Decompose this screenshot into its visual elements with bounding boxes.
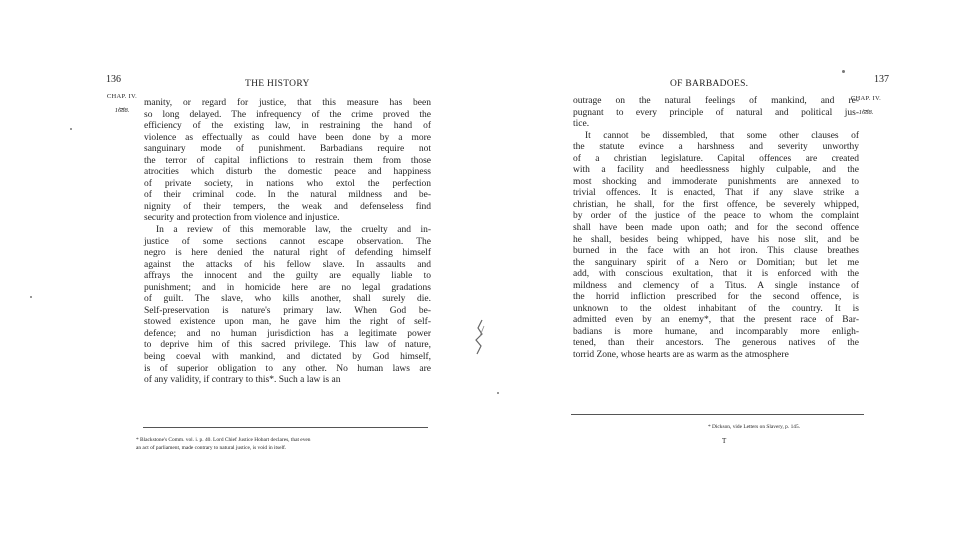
right-page xyxy=(490,0,980,554)
text-line: admitted even by an enemy*, that the present race of Bar- xyxy=(573,315,859,326)
text-line: shall have been made upon oath; and for the second offence xyxy=(573,223,859,234)
brace-icon: ⏟ xyxy=(863,101,869,111)
footnote-line: * Blackstone's Comm. vol. i. p. 40. Lord Chief Justice Hobart declares, that even xyxy=(136,437,311,443)
text-line: pugnant to every principle of natural and political jus- xyxy=(573,107,859,118)
text-line: negro is here denied the natural right of defending himself xyxy=(144,248,431,259)
text-line: of their criminal code. In the natural mildness and be- xyxy=(144,190,431,201)
right-margin-year: 1688. xyxy=(858,109,874,116)
right-footnote-rule xyxy=(571,414,864,415)
text-line: the horrid infliction prescribed for the second offence, is xyxy=(573,292,859,303)
text-line: of private society, in nations who extol the perfection xyxy=(144,178,431,189)
text-line: add, with conscious exultation, that it is enforced with the xyxy=(573,269,859,280)
text-line: of a christian legislature. Capital offences are created xyxy=(573,153,859,164)
left-running-head: THE HISTORY xyxy=(245,79,310,89)
left-margin-year: 1688. xyxy=(114,107,130,114)
left-page-number: 136 xyxy=(106,74,121,85)
text-line: justice of some sections cannot escape observation. The xyxy=(144,236,431,247)
text-line: outrage on the natural feelings of mankind, and re- xyxy=(573,96,859,106)
text-line: manity, or regard for justice, that this measure has been xyxy=(144,98,431,108)
text-line: christian, he shall, for the first offence, be severely whipped, xyxy=(573,199,859,210)
right-margin-chapter: CHAP. IV. xyxy=(850,95,882,102)
left-margin-note xyxy=(103,93,141,115)
binding-thread-icon xyxy=(470,318,492,358)
footnote-line: * Dickson, vide Letters on Slavery, p. 145. xyxy=(707,424,801,430)
left-margin-chapter: CHAP. IV. xyxy=(106,93,138,100)
text-line: being coeval with mankind, and dictated by God himself, xyxy=(144,352,431,363)
text-line: by order of the justice of the peace to whom the complaint xyxy=(573,211,859,222)
text-line: burned in the face with an hot iron. This clause breathes xyxy=(573,246,859,257)
text-line: atrocities which disturb the domestic peace and happiness xyxy=(144,167,431,178)
text-line: tice. xyxy=(573,119,590,130)
text-line: unknown to the oldest inhabitant of the country. It is xyxy=(573,303,859,314)
text-line: most shocking and immoderate punishments are annexed to xyxy=(573,176,859,187)
right-running-head: OF BARBADOES. xyxy=(670,79,749,89)
text-line: of guilt. The slave, who kills another, shall surely die. xyxy=(144,294,431,305)
paper-speck xyxy=(70,128,72,130)
left-footnote-rule xyxy=(143,427,428,428)
footnote-line: an act of parliament, made contrary to natural justice, is void in itself. xyxy=(136,445,287,451)
text-line: is of superior obligation to any other. No human laws are xyxy=(144,363,431,374)
text-line: with a facility and heedlessness highly culpable, and the xyxy=(573,165,859,176)
paper-speck xyxy=(497,392,499,394)
signature-mark: T xyxy=(722,437,727,445)
text-line: nignity of their tempers, the weak and defenseless find xyxy=(144,201,431,212)
text-line: sanguinary mode of punishment. Barbadians require not xyxy=(144,144,431,155)
left-footnote xyxy=(136,436,436,452)
paper-speck xyxy=(30,296,32,298)
paper-speck xyxy=(842,70,845,73)
right-footnote xyxy=(654,423,854,431)
text-line: against the attacks of his fellow slave. In assaults and xyxy=(144,259,431,270)
text-line: tened, than their ancestors. The generous natives of the xyxy=(573,338,859,349)
text-line: stowed existence upon man, he gave him the right of self- xyxy=(144,317,431,328)
text-line: of any validity, if contrary to this*. Such a law is an xyxy=(144,375,341,386)
text-line: to deprive him of this sacred privilege. This law of nature, xyxy=(144,340,431,351)
text-line: the statute evince a harshness and severity unworthy xyxy=(573,142,859,153)
text-line: violence as effectually as could have been done by a more xyxy=(144,132,431,143)
text-line: torrid Zone, whose hearts are as warm as the atmosphere xyxy=(573,350,789,361)
left-body-text xyxy=(144,98,431,387)
text-line: affrays the innocent and the guilty are equally liable to xyxy=(144,271,431,282)
text-line: the sanguinary spirit of a Nero or Domitian; but let me xyxy=(573,257,859,268)
text-line: mildness and clemency of a Titus. A single instance of xyxy=(573,280,859,291)
text-line: trivial offences. It is enacted, That if any slave strike a xyxy=(573,188,859,199)
text-line: security and protection from violence and injustice. xyxy=(144,213,340,224)
text-line: badians is more humane, and incomparably more enligh- xyxy=(573,326,859,337)
right-body-text xyxy=(573,96,859,362)
text-line: Self-preservation is nature's primary law. When God be- xyxy=(144,305,431,316)
text-line: so long delayed. The infrequency of the crime proved the xyxy=(144,109,431,120)
text-line: It cannot be dissembled, that some other clauses of xyxy=(585,130,859,141)
text-line: punishment; and in homicide here are no legal gradations xyxy=(144,282,431,293)
text-line: defence; and no human jurisdiction has a legitimate power xyxy=(144,328,431,339)
text-line: the terror of capital inflictions to restrain them from those xyxy=(144,155,431,166)
brace-icon: ⏟ xyxy=(119,99,125,109)
text-line: he shall, besides being whipped, have his nose slit, and be xyxy=(573,234,859,245)
text-line: In a review of this memorable law, the cruelty and in- xyxy=(156,225,431,236)
text-line: efficiency of the existing law, in restraining the hand of xyxy=(144,121,431,132)
right-page-number: 137 xyxy=(874,74,889,85)
